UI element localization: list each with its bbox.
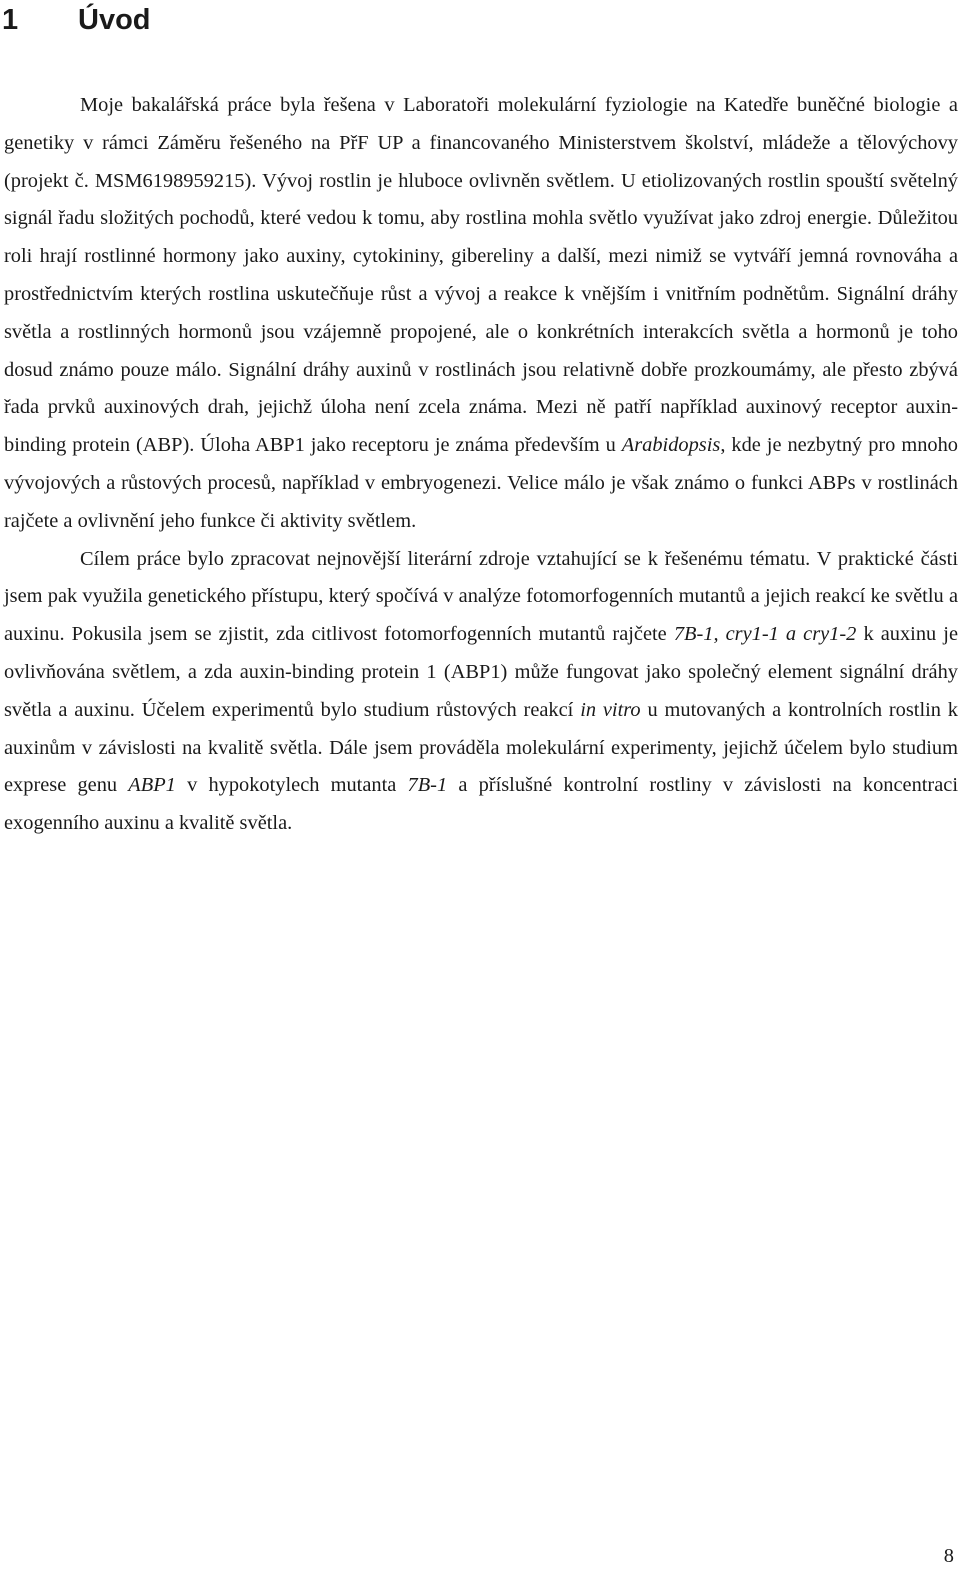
species-name-italic: Arabidopsis	[621, 434, 721, 457]
paragraph-intro-sentence-3: , kde je nezbytný pro mnoho vývojových a růstových procesů, například v embryogenezi. Velice málo je však známo o funkci ABPs v rostlinách rajčete a ovlivnění jeho funkce či aktivity světlem.	[4, 434, 958, 532]
page-number: 8	[943, 1545, 954, 1567]
gene-name-italic: ABP1	[128, 774, 176, 797]
in-vitro-italic: in vitro	[580, 698, 641, 721]
paragraph-aims	[4, 541, 958, 843]
paragraph-aims-part-5: a příslušné kontrolní rostliny v závislosti na koncentraci exogenního auxinu a kvalitě světla.	[4, 774, 958, 835]
body-text	[4, 87, 958, 843]
chapter-number: 1	[2, 4, 19, 36]
mutant-names-italic: 7B-1, cry1-1 a cry1-2	[673, 623, 857, 646]
chapter-heading	[2, 0, 151, 40]
paragraph-aims-part-1: Cílem práce bylo zpracovat nejnovější literární zdroje vztahující se k řešenému tématu. V praktické části jsem pak využila genetického přístupu, který spočívá v analýze fotomorfogenních mutantů a jejich reakcí ke světlu a auxinu. Pokusila jsem se zjistit, zda citlivost fotomorfogenních mutantů rajčete	[4, 547, 958, 646]
chapter-title: Úvod	[78, 4, 151, 36]
paragraph-aims-part-3: u mutovaných a kontrolních rostlin k auxinům v závislosti na kvalitě světla. Dále jsem prováděla molekulární experimenty, jejichž účelem bylo studium exprese genu	[4, 698, 958, 797]
paragraph-intro-sentence-1: Moje bakalářská práce byla řešena v Laboratoři molekulární fyziologie na Katedře buněčné biologie a genetiky v rámci Záměru řešeného na PřF UP a financovaného Ministerstvem školství, mládeže a tělovýchovy (projekt č. MSM6198959215).	[4, 94, 958, 192]
paragraph-intro	[4, 87, 958, 541]
paragraph-intro-sentence-2: Vývoj rostlin je hluboce ovlivněn světlem. U etiolizovaných rostlin spouští světelný signál řadu složitých pochodů, které vedou k tomu, aby rostlina mohla světlo využívat jako zdroj energie. Důležitou roli hrají rostlinné hormony jako auxiny, cytokininy, gibereliny a další, mezi nimiž se vytváří jemná rovnováha a prostřednictvím kterých rostlina uskutečňuje růst a vývoj a reakce k vnějším i vnitřním podnětům. Signální dráhy světla a rostlinných hormonů jsou vzájemně propojené, ale o konkrétních interakcích světla a hormonů je toho dosud známo pouze málo. Signální dráhy auxinů v rostlinách jsou relativně dobře prozkoumámy, ale přesto zbývá řada prvků auxinových drah, jejichž úloha není zcela známa. Mezi ně patří například auxinový receptor auxin-binding protein (ABP). Úloha ABP1 jako receptoru je známa především u	[4, 169, 958, 457]
mutant-name-italic: 7B-1	[407, 774, 448, 797]
paragraph-aims-part-2: k auxinu je ovlivňována světlem, a zda auxin-binding protein 1 (ABP1) může fungovat jako společný element signální dráhy světla a auxinu. Účelem experimentů bylo studium růstových reakcí	[4, 623, 959, 721]
paragraph-aims-part-4: v hypokotylech mutanta	[187, 774, 397, 797]
